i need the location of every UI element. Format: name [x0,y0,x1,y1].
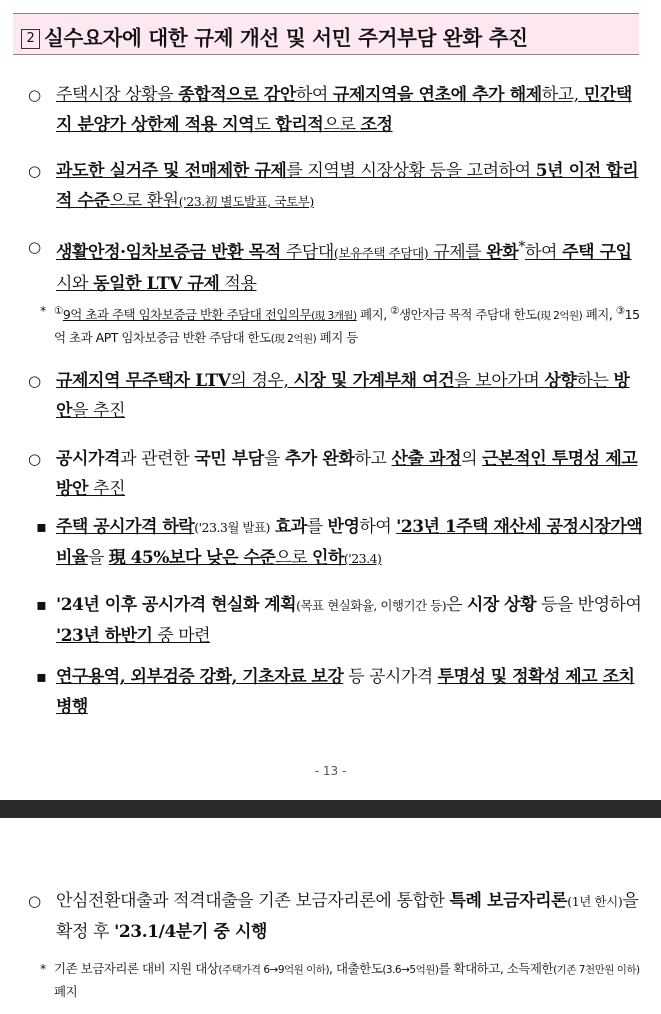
text-run: 대출한도 [336,961,383,976]
asterisk-mark: * [40,303,46,318]
text-run: 하고, [541,85,584,105]
emphasis-text: 공시가격 [56,449,121,469]
text-run: 9억 초과 주택 임차보증금 반환 주담대 전입의무 [62,307,312,323]
text-run: 을 [87,548,109,568]
footnote-mark: * [518,239,525,255]
bullet-item-5 [28,444,644,504]
text-run: , [329,961,336,976]
sub-item-1 [36,512,644,574]
sub-item-2 [36,590,644,651]
section-title: 실수요자에 대한 규제 개선 및 서민 주거부담 완화 추진 [44,26,528,50]
circle-bullet-icon: ○ [28,372,41,390]
text-run: 은 [446,595,467,615]
page-number: - 13 - [314,764,347,778]
emphasis-text: 추가 완화 [284,449,355,469]
text-run: 를 지역별 시장상황 등을 고려하여 [286,161,536,181]
paren-note: (1년 한시) [567,894,623,909]
emphasis-text: 주택 구입 [562,242,632,263]
text-run: 의 경우, [230,371,294,391]
text-run: 주택시장 상황을 [56,85,179,105]
text-run: 을 보아가며 [454,371,545,391]
emphasis-text: '23.1/4분기 중 시행 [114,922,268,942]
emphasis-text: 인하 [312,548,344,568]
text-run: 적용 [219,273,257,294]
source-note: ('23.初 별도발표, 국토부) [178,194,314,209]
emphasis-text: 합리적 [275,115,324,135]
paren-note: ('23.3월 발표) [194,520,270,535]
text-run: 주담대 [280,242,334,263]
section-header [13,13,639,55]
emphasis-text: 효과 [274,517,307,537]
square-bullet-icon: ▪ [36,595,47,614]
emphasis-text: 시장 및 가계부채 여건 [293,371,455,391]
square-bullet-icon: ▪ [36,517,47,536]
text-run: 하여 [525,242,563,263]
emphasis-text: 시장 상황 [466,595,537,615]
emphasis-text: 반영 [327,517,360,537]
text-run: 기존 보금자리론 대비 지원 대상 [54,961,219,976]
paren-note: (목표 현실화율, 이행기간 등) [296,598,447,613]
paren-note: (現 3개월) [311,310,357,323]
paren-note: (기존 7천만원 이하) [553,964,640,976]
text-run: 하여 [359,517,397,537]
emphasis-text: 연구용역, 외부검증 강화, 기초자료 보강 [56,667,344,687]
emphasis-text: 규제지역 무주택자 LTV [56,371,231,391]
emphasis-text: 완화 [486,242,519,263]
bullet-item-1 [28,80,644,140]
text-run: 으로 [323,115,361,135]
emphasis-text: 산출 과정 [391,449,462,469]
bullet-item-2 [28,156,644,217]
section-number-box: 2 [21,29,40,49]
text-run: 추진 [88,479,126,499]
paren-note: (現 2억원) [536,310,583,323]
emphasis-text: 과도한 실거주 및 전매제한 규제 [56,161,287,181]
text-run: 하고 [354,449,392,469]
emphasis-text: 규제지역을 연초에 추가 해제 [332,85,542,105]
page-divider [0,800,661,818]
text-run: 의 [461,449,483,469]
paren-note: (現 2억원) [270,333,317,346]
text-run: 폐지 [54,984,78,999]
emphasis-text: 방안 [56,371,630,421]
document-page-14-top [0,818,661,1014]
circle-bullet-icon: ○ [28,892,41,910]
paren-note: (보유주택 주담대) [333,245,429,261]
emphasis-text: 종합적으로 감안 [178,85,296,105]
bullet-item-p2 [28,886,644,947]
asterisk-mark: * [40,961,46,976]
sub-item-3 [36,662,644,722]
text-run: 안심전환대출과 적격대출을 기존 보금자리론에 통합한 [56,891,450,911]
text-run: 하는 [576,371,614,391]
text-run: 소득제한 [506,961,554,976]
text-run: 를 [306,517,328,537]
emphasis-text: 상향 [544,371,577,391]
text-run: 폐지, [582,307,616,323]
emphasis-text: 동일한 LTV 규제 [93,273,220,294]
text-run: 시와 [56,273,94,294]
text-run: 규제를 [428,242,487,263]
text-run: 으로 [275,548,313,568]
text-run: 을 추진 [72,401,126,421]
text-run: 중 마련 [152,626,211,646]
text-run: 으로 환원 [109,191,179,211]
text-run: 등을 반영하여 [536,595,642,615]
text-run: 도 [254,115,276,135]
circled-number: ② [390,305,399,317]
emphasis-text: 주택 공시가격 하락 [56,517,195,537]
text-run: 를 확대하고, [438,961,507,976]
emphasis-text: 민간택지 분양가 상한제 적용 지역 [56,85,632,135]
bullet-item-3 [28,232,644,299]
text-run: 폐지, [356,307,391,323]
circled-number: ① [54,305,63,317]
text-run: 과 관련한 [120,449,195,469]
text-run: 등 공시가격 [343,667,438,687]
emphasis-text: 투명성 및 정확성 제고 조치 병행 [56,667,635,717]
text-run: 폐지 등 [316,330,358,346]
date-note: ('23.4) [343,551,382,566]
square-bullet-icon: ▪ [36,667,47,686]
emphasis-text: '23년 1주택 재산세 공정시장가액비율 [56,517,643,568]
emphasis-text: 5년 이전 합리적 수준 [56,161,639,211]
emphasis-text: '23년 하반기 [56,626,153,646]
emphasis-text: 생활안정·임차보증금 반환 목적 [56,242,281,263]
circle-bullet-icon: ○ [28,86,41,104]
emphasis-text: '24년 이후 공시가격 현실화 계획 [56,595,297,615]
text-run: 을 확정 후 [56,891,639,942]
text-run: 15억 초과 APT 임차보증금 반환 주담대 한도 [54,307,640,346]
emphasis-text: 근본적인 투명성 제고 방안 [56,449,638,499]
footnote-1 [40,300,644,350]
paren-note: (주택가격 6→9억원 이하) [218,964,330,976]
text-run: 생안자금 목적 주담대 한도 [399,307,537,323]
circle-bullet-icon: ○ [28,238,41,256]
circle-bullet-icon: ○ [28,162,41,180]
emphasis-text: 국민 부담 [194,449,264,469]
bullet-item-4 [28,366,644,426]
paren-note: (3.6→5억원) [382,964,439,976]
text-run: 을 [263,449,285,469]
emphasis-text: 특례 보금자리론 [449,891,568,911]
footnote-p2 [40,958,644,1003]
circle-bullet-icon: ○ [28,450,41,468]
text-run: 하여 [295,85,333,105]
emphasis-text: 現 45%보다 낮은 수준 [108,548,276,568]
circled-number: ③ [615,305,625,317]
emphasis-text: 조정 [360,115,393,135]
